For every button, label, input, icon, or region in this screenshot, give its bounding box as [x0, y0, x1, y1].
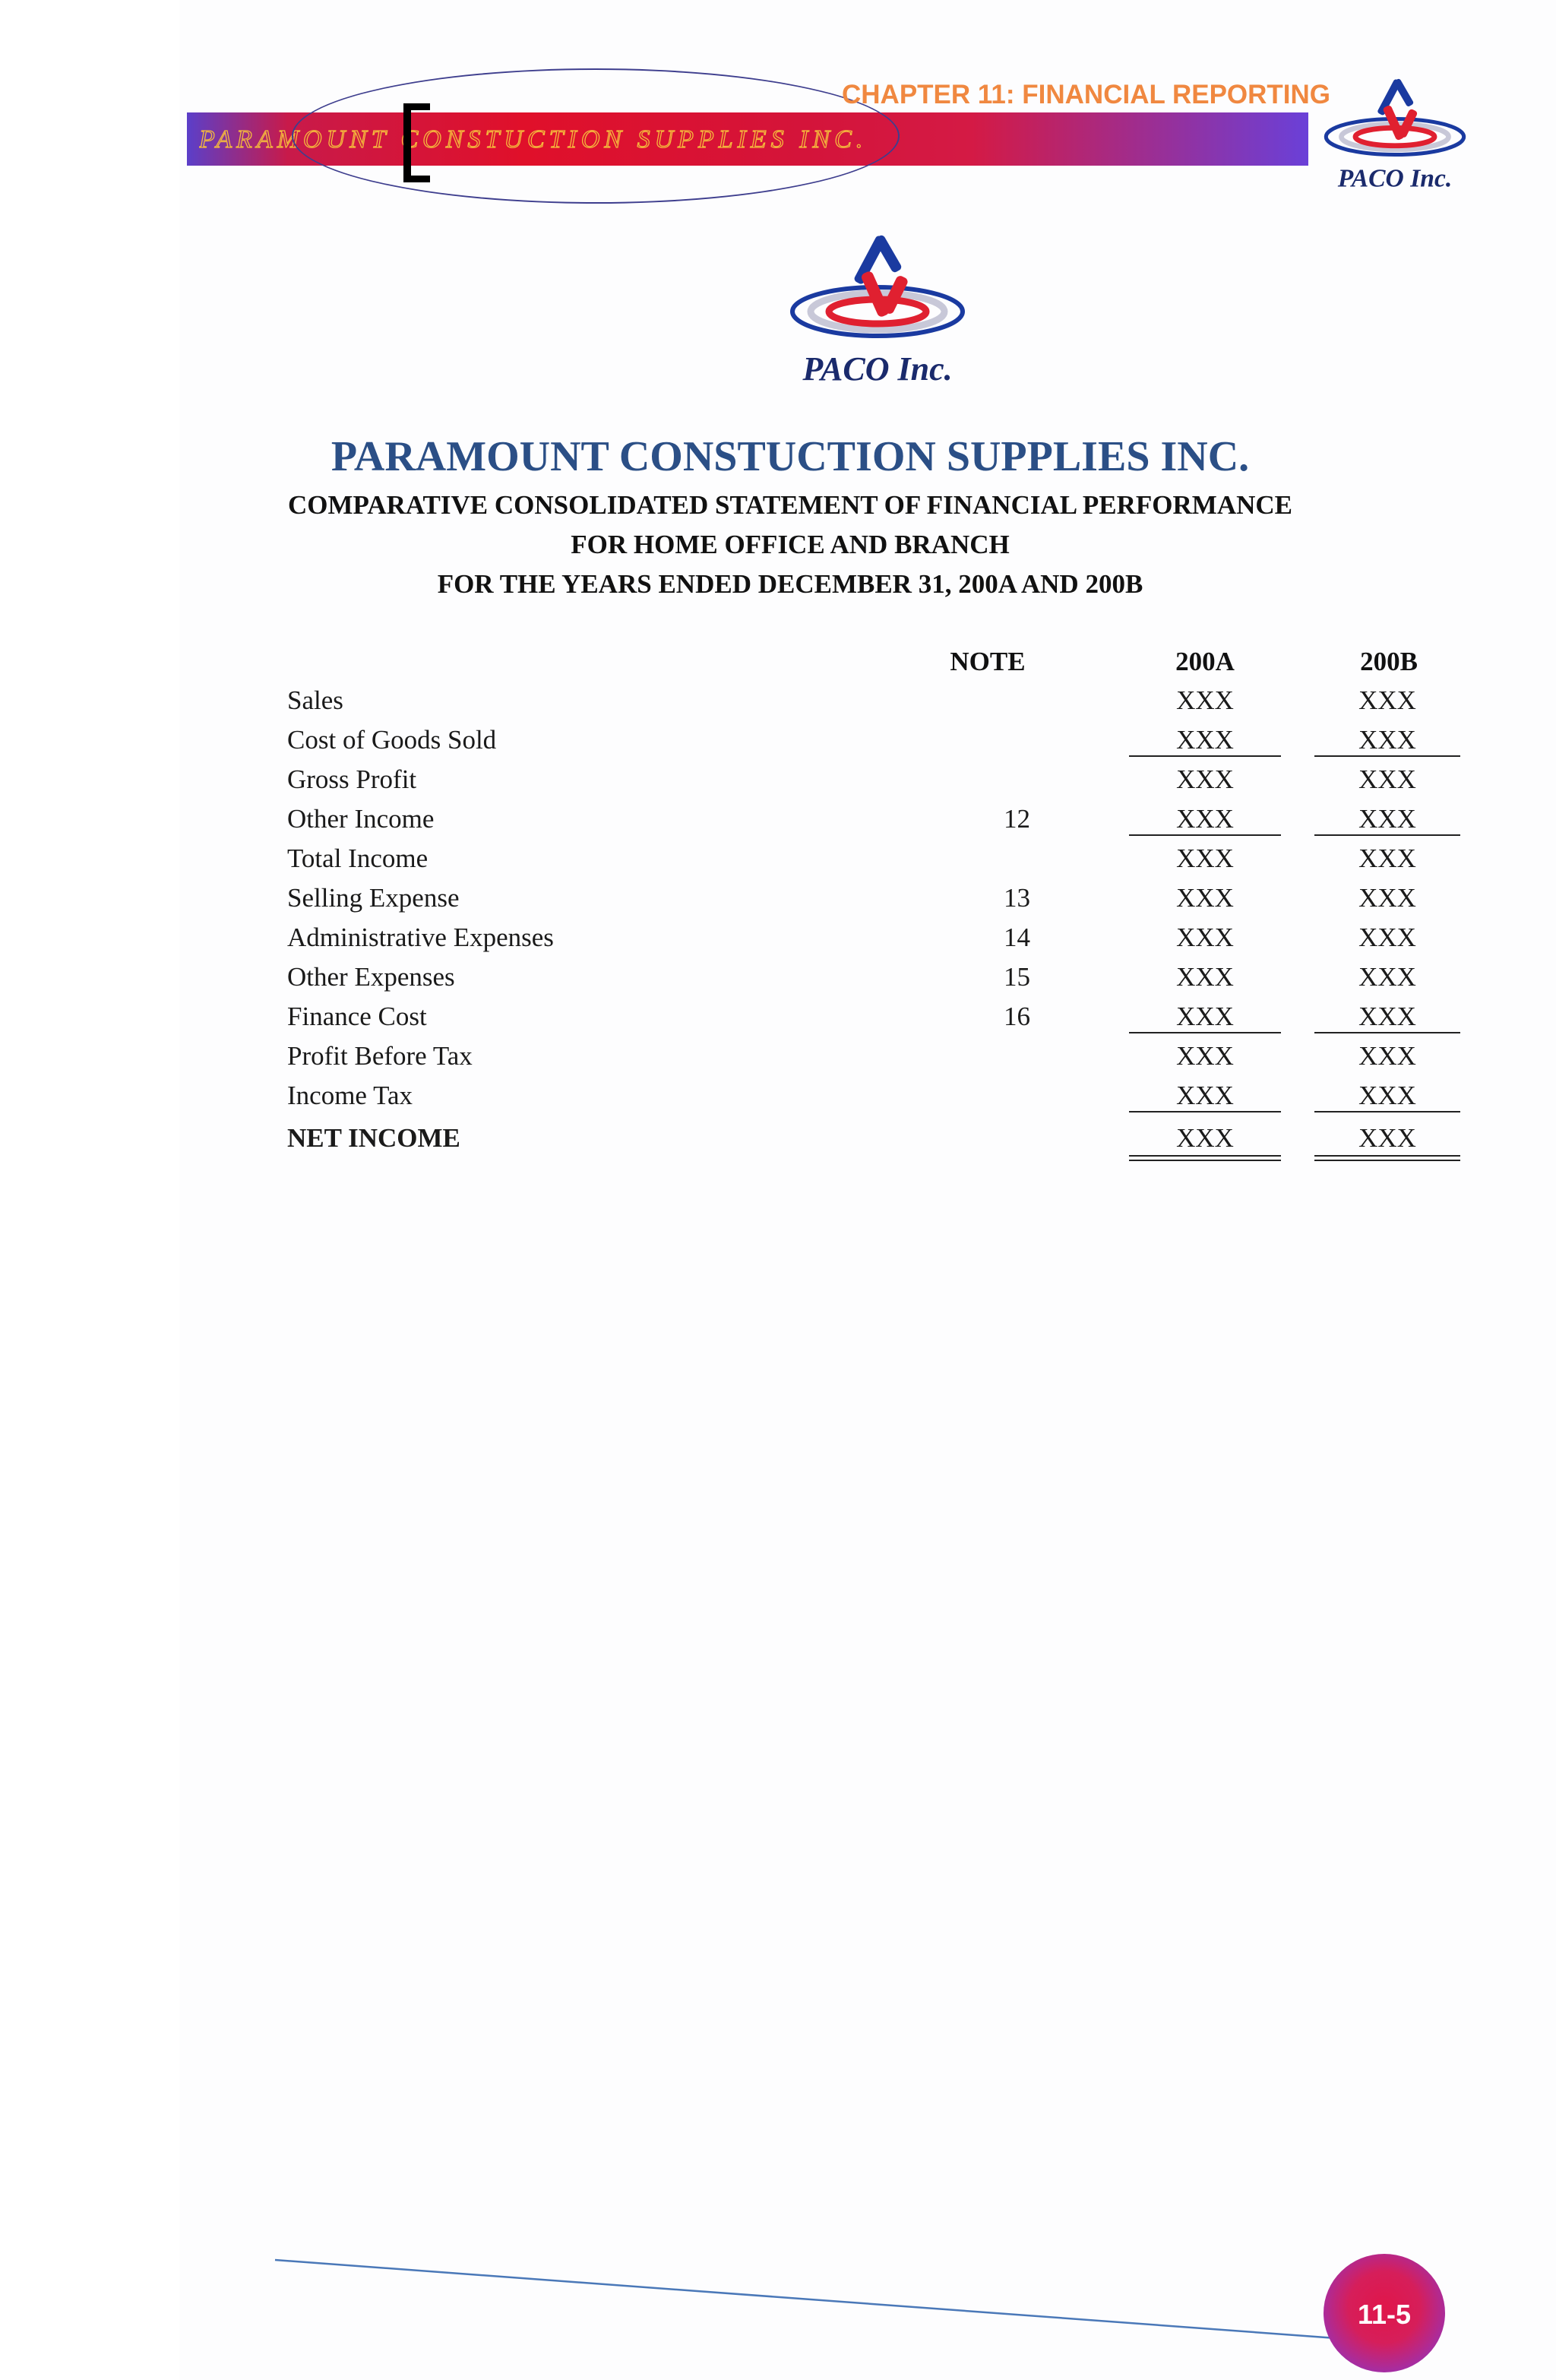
row-value-200b: XXX: [1358, 1081, 1416, 1110]
row-value-200b: XXX: [1358, 843, 1416, 873]
row-note: [939, 1037, 1030, 1076]
row-value-200b: XXX: [1358, 764, 1416, 794]
row-label-net-income: NET INCOME: [287, 1123, 460, 1153]
row-value-200b: XXX: [1358, 725, 1416, 755]
row-note: [939, 720, 1030, 760]
double-rule-bottom: [1129, 1160, 1281, 1161]
row-value-200a: XXX: [1176, 883, 1234, 913]
row-note: 13: [1004, 883, 1030, 913]
row-value-200b: XXX: [1358, 804, 1416, 834]
row-label: Administrative Expenses: [287, 923, 554, 952]
column-header-200b: 200B: [1360, 647, 1418, 676]
column-header-note: NOTE: [950, 647, 1026, 676]
column-header-200a: 200A: [1175, 647, 1235, 676]
row-label: Selling Expense: [287, 883, 460, 913]
statement-title: COMPARATIVE CONSOLIDATED STATEMENT OF FINANCIAL PERFORMANCE: [288, 490, 1292, 520]
header-banner-text: PARAMOUNT CONSTUCTION SUPPLIES INC.: [199, 125, 868, 153]
subtotal-rule: [1129, 1111, 1281, 1112]
table-row: [0, 720, 1556, 760]
table-row: [0, 1076, 1556, 1116]
table-row: [0, 918, 1556, 957]
row-label: Sales: [287, 685, 343, 715]
row-label: Total Income: [287, 843, 429, 873]
row-note: [939, 1119, 1030, 1158]
row-value-200a: XXX: [1176, 1002, 1234, 1031]
subtotal-rule: [1129, 834, 1281, 836]
row-value-200b: XXX: [1358, 1041, 1416, 1071]
row-label: Cost of Goods Sold: [287, 725, 497, 755]
row-note: [939, 681, 1030, 720]
statement-period: FOR THE YEARS ENDED DECEMBER 31, 200A AND 200B: [437, 569, 1143, 599]
subtotal-rule: [1129, 755, 1281, 757]
row-value-200b: XXX: [1358, 923, 1416, 952]
chapter-title: CHAPTER 11: FINANCIAL REPORTING: [842, 80, 1331, 109]
paco-logo-text: PACO Inc.: [1337, 164, 1453, 193]
bracket-icon: [400, 103, 439, 182]
row-value-200a: XXX: [1176, 1123, 1234, 1153]
subtotal-rule: [1314, 834, 1460, 836]
row-value-200b: XXX: [1358, 1002, 1416, 1031]
row-label: Other Expenses: [287, 962, 455, 992]
row-label: Profit Before Tax: [287, 1041, 473, 1071]
row-note: 16: [1004, 1002, 1030, 1031]
company-name: PARAMOUNT CONSTUCTION SUPPLIES INC.: [330, 433, 1250, 480]
row-value-200a: XXX: [1176, 1041, 1234, 1071]
header-oval-decoration: [292, 68, 900, 204]
subtotal-rule: [1314, 1111, 1460, 1112]
double-rule-bottom: [1314, 1160, 1460, 1161]
row-value-200a: XXX: [1176, 725, 1234, 755]
subtotal-rule: [1314, 755, 1460, 757]
row-value-200a: XXX: [1176, 962, 1234, 992]
paco-logo-text: PACO Inc.: [802, 350, 953, 388]
table-row: [0, 957, 1556, 997]
table-row: [0, 878, 1556, 918]
subtotal-rule: [1314, 1032, 1460, 1033]
row-value-200a: XXX: [1176, 764, 1234, 794]
row-value-200a: XXX: [1176, 843, 1234, 873]
row-note: [939, 1076, 1030, 1116]
row-label: Finance Cost: [287, 1002, 427, 1031]
row-value-200a: XXX: [1176, 923, 1234, 952]
row-value-200a: XXX: [1176, 685, 1234, 715]
double-rule-top: [1129, 1155, 1281, 1157]
page-number: 11-5: [1357, 2299, 1412, 2330]
row-label: Income Tax: [287, 1081, 413, 1110]
table-row: [0, 799, 1556, 839]
row-note: [939, 839, 1030, 878]
row-note: [939, 760, 1030, 799]
statement-subtitle: FOR HOME OFFICE AND BRANCH: [571, 530, 1010, 559]
row-label: Other Income: [287, 804, 435, 834]
table-row: [0, 839, 1556, 878]
row-value-200b: XXX: [1358, 883, 1416, 913]
row-value-200b: XXX: [1358, 962, 1416, 992]
table-row: [0, 997, 1556, 1037]
paco-logo-icon: [1311, 73, 1479, 201]
row-note: 12: [1004, 804, 1030, 834]
paco-logo-mark: [792, 234, 963, 336]
double-rule-top: [1314, 1155, 1460, 1157]
paco-logo-icon: [783, 228, 972, 400]
table-row: [0, 681, 1556, 720]
table-row: [0, 760, 1556, 799]
row-value-200b: XXX: [1358, 685, 1416, 715]
footer-line: [0, 2249, 1556, 2371]
row-note: 14: [1004, 923, 1030, 952]
paco-logo-mark: [1326, 78, 1463, 155]
row-label: Gross Profit: [287, 764, 417, 794]
row-value-200b: XXX: [1358, 1123, 1416, 1153]
row-note: 15: [1004, 962, 1030, 992]
table-row: [0, 1119, 1556, 1158]
subtotal-rule: [1129, 1032, 1281, 1033]
row-value-200a: XXX: [1176, 1081, 1234, 1110]
table-row: [0, 1037, 1556, 1076]
row-value-200a: XXX: [1176, 804, 1234, 834]
